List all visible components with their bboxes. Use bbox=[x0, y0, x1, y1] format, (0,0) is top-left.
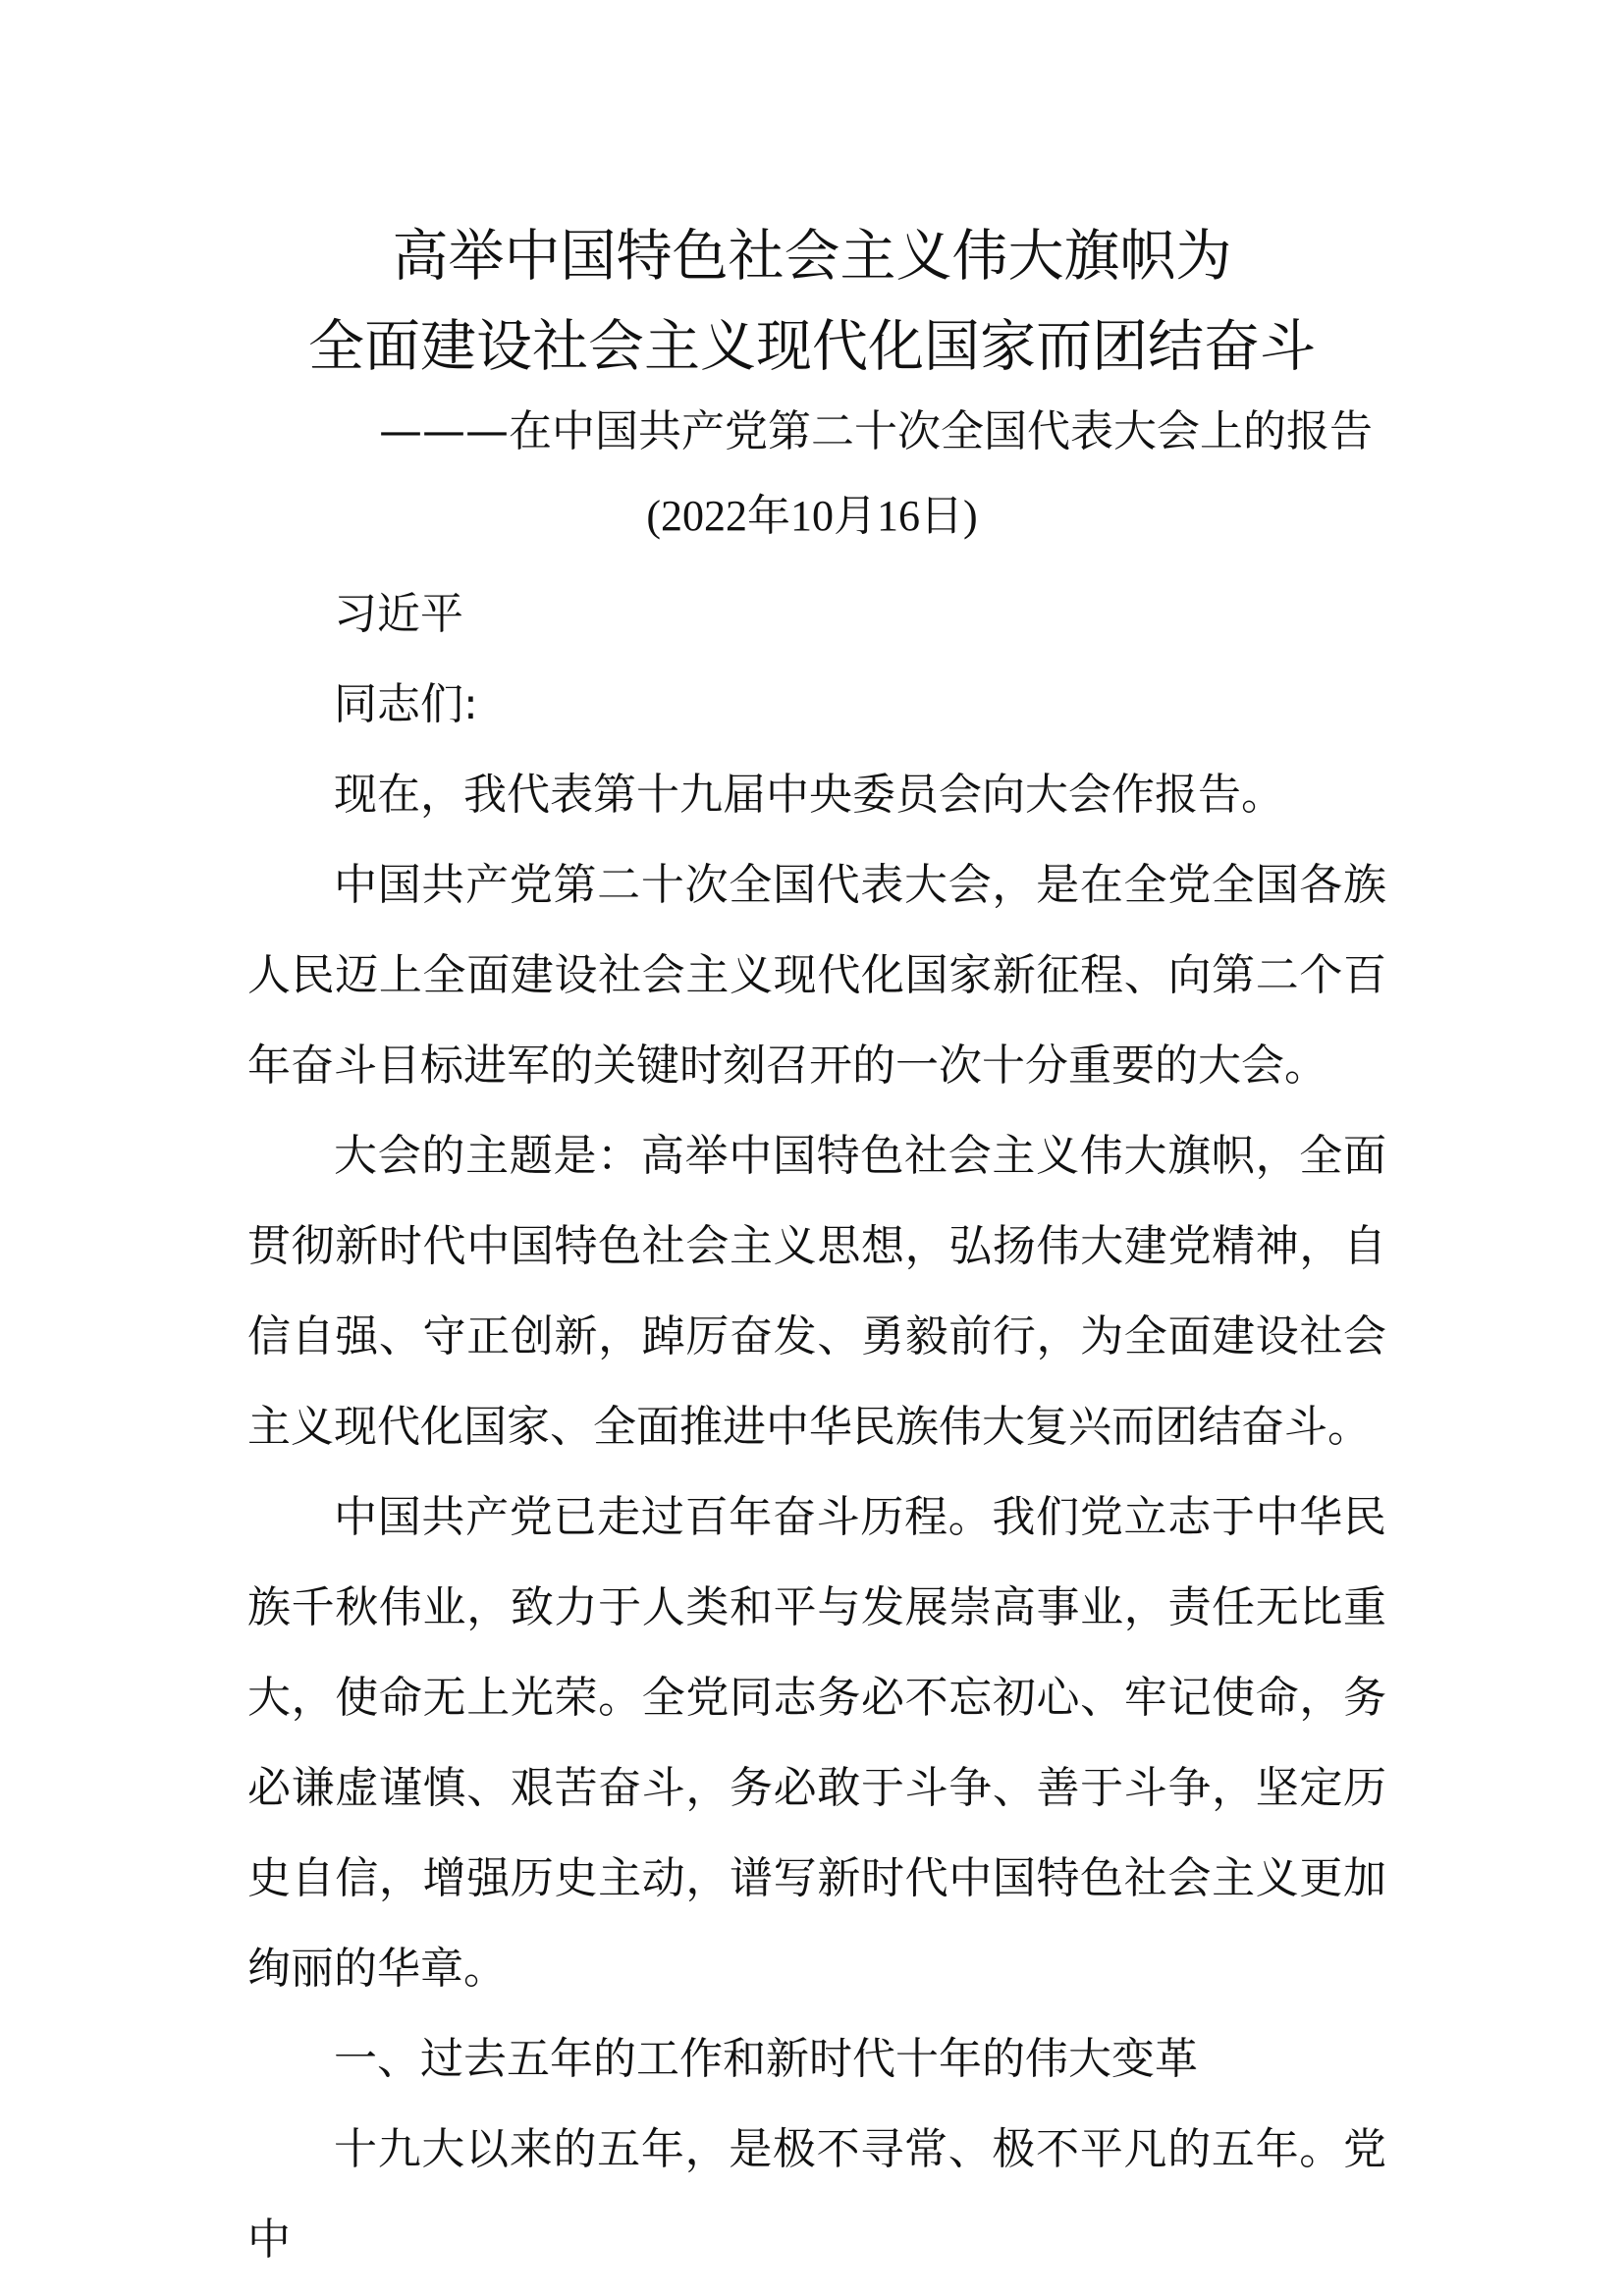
paragraph-3: 大会的主题是：高举中国特色社会主义伟大旗帜，全面贯彻新时代中国特色社会主义思想，弘扬伟大建党精神，自信自强、守正创新，踔厉奋发、勇毅前行，为全面建设社会主义现代化国家、全面推进中华民族伟大复兴而团结奋斗。 bbox=[247, 1131, 1386, 1452]
author-line: 习近平 bbox=[334, 589, 463, 639]
document-date: (2022年10月16日) bbox=[646, 492, 978, 540]
paragraph-2: 中国共产党第二十次全国代表大会，是在全党全国各族人民迈上全面建设社会主义现代化国家新征程、向第二个百年奋斗目标进军的关键时刻召开的一次十分重要的大会。 bbox=[247, 860, 1386, 1091]
paragraph-1: 现在，我代表第十九届中央委员会向大会作报告。 bbox=[334, 770, 1284, 820]
document-subtitle: ———在中国共产党第二十次全国代表大会上的报告 bbox=[379, 406, 1373, 456]
document-title-line-1: 高举中国特色社会主义伟大旗帜为 bbox=[392, 224, 1232, 289]
document-body bbox=[247, 569, 1386, 2285]
salutation: 同志们: bbox=[334, 679, 478, 729]
paragraph-4: 中国共产党已走过百年奋斗历程。我们党立志于中华民族千秋伟业，致力于人类和平与发展崇高事业，责任无比重大，使命无上光荣。全党同志务必不忘初心、牢记使命，务必谦虚谨慎、艰苦奋斗，务必敢于斗争、善于斗争，坚定历史自信，增强历史主动，谱写新时代中国特色社会主义更加绚丽的华章。 bbox=[247, 1492, 1386, 1994]
document-title-line-2: 全面建设社会主义现代化国家而团结奋斗 bbox=[308, 314, 1316, 379]
paragraph-5: 十九大以来的五年，是极不寻常、极不平凡的五年。党中 bbox=[247, 2124, 1386, 2265]
section-heading: 一、过去五年的工作和新时代十年的伟大变革 bbox=[334, 2034, 1198, 2084]
